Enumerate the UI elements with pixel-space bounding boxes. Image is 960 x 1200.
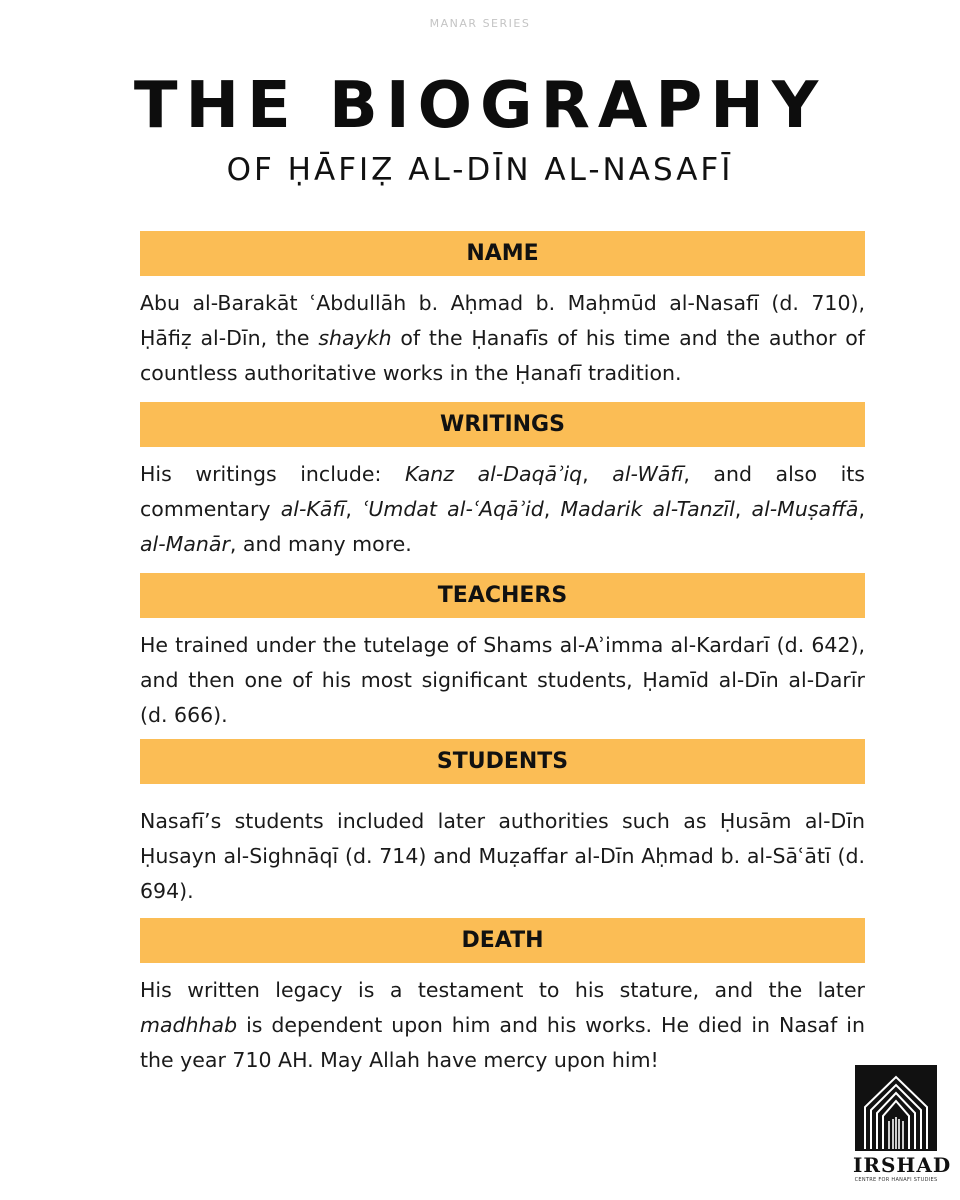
text-run: is dependent upon him and his works. He died in Nasaf in the year 710 AH. May Allah have mercy upon him! <box>140 1013 865 1072</box>
section-body <box>140 628 865 733</box>
text-run: , and many more. <box>229 532 412 556</box>
series-label: MANAR SERIES <box>429 17 531 30</box>
text-run: , <box>543 497 561 521</box>
italic-term: al-Manār <box>140 532 230 556</box>
section-body <box>140 286 865 391</box>
logo-wordmark: IRSHAD <box>853 1153 952 1177</box>
italic-term: Madarik al-Tanzīl <box>560 497 735 521</box>
text-run: , <box>582 462 613 486</box>
logo-tagline: CENTRE FOR HANAFI STUDIES <box>854 1177 938 1183</box>
text-run: His writings include: <box>140 462 405 486</box>
section-heading: WRITINGS <box>140 402 865 447</box>
text-run: He trained under the tutelage of Shams al-Aʾimma al-Kardarī (d. 642), and then one of his most significant students, Ḥamīd al-Dīn al-Darīr (d. 666). <box>140 633 865 727</box>
section-body <box>140 457 865 562</box>
italic-term: shaykh <box>318 326 392 350</box>
text-run: of the Ḥanafīs of his time and the author of countless authoritative works in the Ḥanafī tradition. <box>140 326 865 385</box>
section-heading: DEATH <box>140 918 865 963</box>
section-writings <box>140 402 865 562</box>
section-death <box>140 918 865 1078</box>
italic-term: al-Muṣaffā <box>751 497 859 521</box>
section-teachers <box>140 573 865 733</box>
italic-term: madhhab <box>140 1013 238 1037</box>
page-subtitle: OF ḤĀFIẒ AL-DĪN AL-NASAFĪ <box>226 152 734 188</box>
section-heading: TEACHERS <box>140 573 865 618</box>
text-run: , and also its commentary <box>140 462 865 521</box>
italic-term: al-Wāfī <box>612 462 684 486</box>
text-run: , <box>734 497 752 521</box>
text-run: , <box>858 497 865 521</box>
section-students <box>140 739 865 909</box>
text-run: , <box>345 497 363 521</box>
text-run: His written legacy is a testament to his stature, and the later <box>140 978 865 1002</box>
page-title: THE BIOGRAPHY <box>133 69 827 143</box>
italic-term: al-Kāfī <box>280 497 346 521</box>
arch-icon <box>853 1063 939 1153</box>
section-heading: NAME <box>140 231 865 276</box>
section-name <box>140 231 865 391</box>
section-body <box>140 973 865 1078</box>
section-body <box>140 804 865 909</box>
text-run: Abu al-Barakāt ʿAbdullāh b. Aḥmad b. Maḥmūd al-Nasafī (d. 710), Ḥāfiẓ al-Dīn, the <box>140 291 865 350</box>
section-heading: STUDENTS <box>140 739 865 784</box>
irshad-logo <box>853 1063 952 1185</box>
italic-term: Kanz al-Daqāʾiq <box>404 462 583 486</box>
italic-term: ʿUmdat al-ʿAqāʾid <box>362 497 544 521</box>
text-run: Nasafī’s students included later authorities such as Ḥusām al-Dīn Ḥusayn al-Sighnāqī (d. 714) and Muẓaffar al-Dīn Aḥmad b. al-Sāʿātī (d. 694). <box>140 809 865 903</box>
